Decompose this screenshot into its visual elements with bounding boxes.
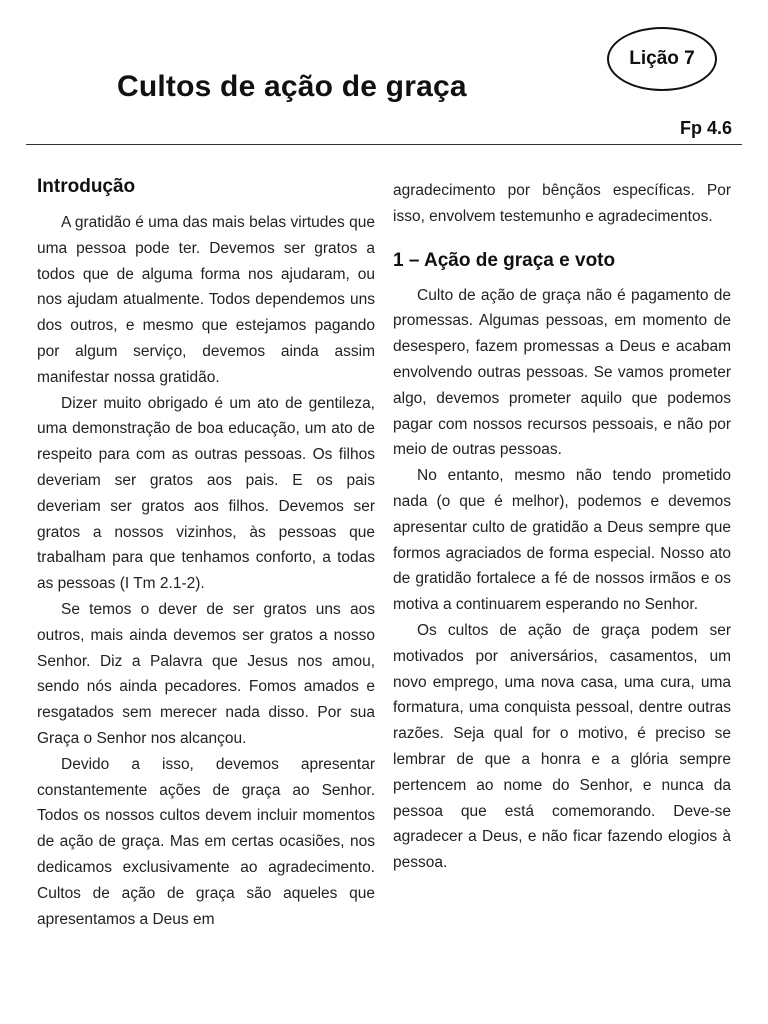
paragraph: Se temos o dever de ser gratos uns aos outros, mais ainda devemos ser gratos a nosso Senhor. Diz a Palavra que Jesus nos amou, sendo nós ainda pecadores. Fomos amados e resgatados sem merecer nada disso. Por sua Graça o Senhor nos alcançou. bbox=[37, 600, 375, 747]
section-heading-acao-de-graca-e-voto: 1 – Ação de graça e voto bbox=[393, 249, 616, 271]
paragraph: Culto de ação de graça não é pagamento de promessas. Algumas pessoas, em momento de desespero, fazem promessas a Deus e acabam envolvendo outras pessoas. Se vamos prometer algo, devemos prometer aquilo que podemos pagar com nossos recursos pessoais, e não por meio de outras pessoas. bbox=[393, 286, 731, 459]
lesson-badge: Lição 7 bbox=[607, 27, 717, 91]
paragraph: No entanto, mesmo não tendo prometido nada (o que é melhor), podemos e devemos apresentar culto de gratidão a Deus sempre que formos agraciados de forma especial. Nosso ato de gratidão fortalece a fé de nossos irmãos e os motiva a continuarem esperando no Senhor. bbox=[393, 467, 731, 614]
paragraph: Devido a isso, devemos apresentar constantemente ações de graça ao Senhor. Todos os nossos cultos devem incluir momentos de ação de graça. Mas em certas ocasiões, nos dedicamos exclusivamente ao agradecimento. Cultos de ação de graça são aqueles que apresentamos a Deus em bbox=[37, 755, 375, 928]
bible-reference: Fp 4.6 bbox=[679, 118, 732, 138]
right-column bbox=[393, 178, 731, 876]
page-title: Cultos de ação de graça bbox=[117, 70, 467, 103]
section-heading-introducao: Introdução bbox=[37, 176, 136, 197]
paragraph: A gratidão é uma das mais belas virtudes que uma pessoa pode ter. Devemos ser gratos a todos que de alguma forma nos ajudaram, ou nos ajudam atualmente. Todos dependemos uns dos outros, e mesmo que estejamos pagando por algum serviço, devemos ainda assim manifestar nossa gratidão. bbox=[37, 214, 375, 386]
left-column bbox=[37, 174, 375, 932]
paragraph: Os cultos de ação de graça podem ser motivados por aniversários, casamentos, um novo emprego, uma nova casa, uma cura, uma formatura, uma conquista pessoal, dentre outras razões. Seja qual for o motivo, é preciso se lembrar de que a honra e a glória sempre pertencem ao nome do Senhor, e nunca da pessoa que está comemorando. Deve-se agradecer a Deus, e não ficar fazendo elogios à pessoa. bbox=[393, 621, 731, 872]
header-divider bbox=[26, 144, 742, 145]
paragraph-continuation: agradecimento por bênçãos específicas. Por isso, envolvem testemunho e agradecimentos. bbox=[393, 182, 731, 225]
paragraph: Dizer muito obrigado é um ato de gentileza, uma demonstração de boa educação, um ato de respeito para com as outras pessoas. Os filhos deveriam ser gratos aos pais. E os pais deveriam ser gratos aos filhos. Devemos ser gratos a nossos vizinhos, às pessoas que trabalham para que tenhamos conforto, a todas as pessoas (I Tm 2.1-2). bbox=[37, 394, 375, 593]
